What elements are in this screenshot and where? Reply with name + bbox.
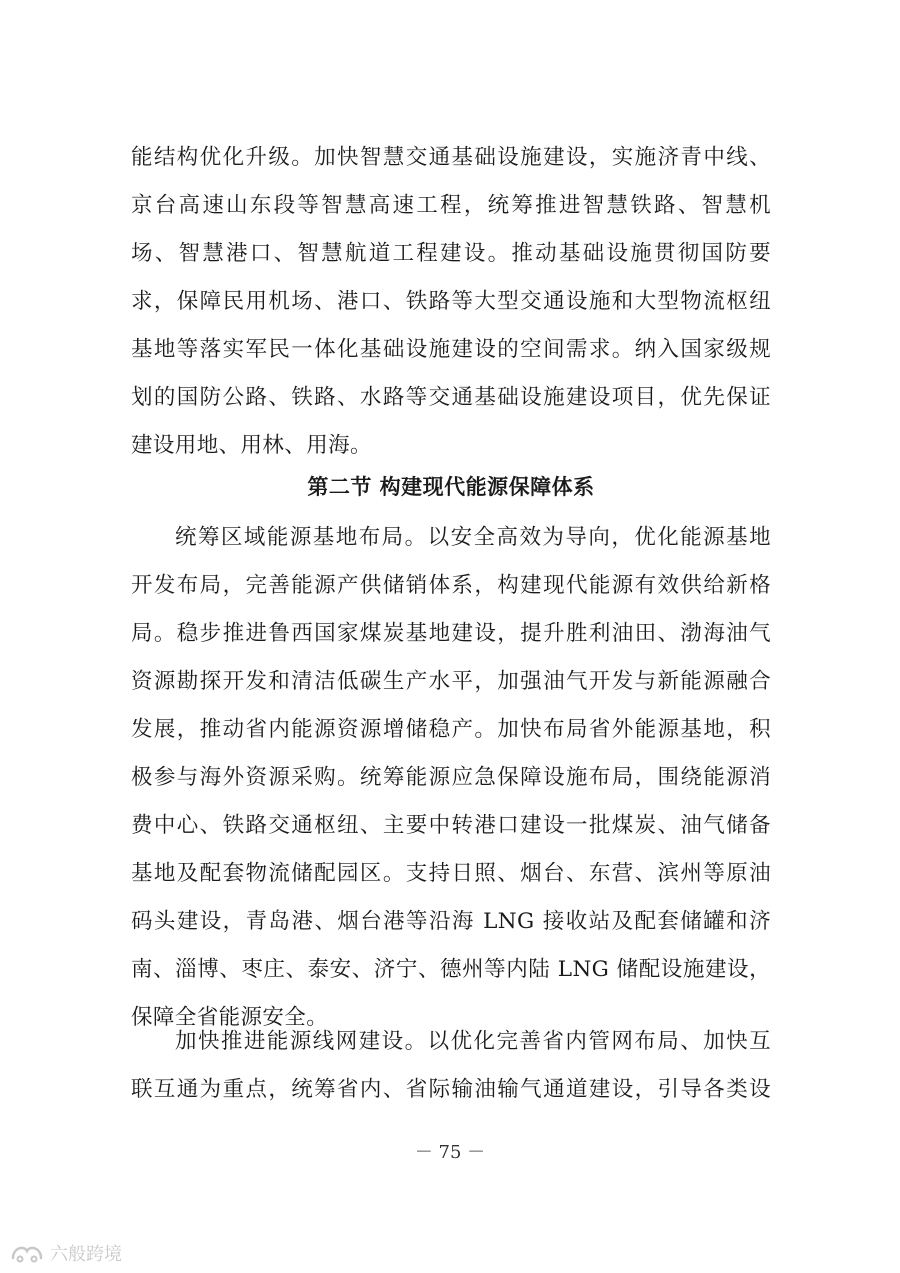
text-line: 南、淄博、枣庄、泰安、济宁、德州等内陆 LNG 储配设施建设， [131, 957, 771, 982]
text-line: 能结构优化升级。加快智慧交通基础设施建设，实施济青中线、 [131, 145, 771, 170]
text-line: 联互通为重点，统筹省内、省际输油输气通道建设，引导各类设 [131, 1077, 771, 1102]
logo-icon [10, 1242, 44, 1264]
watermark [10, 1240, 122, 1266]
text-line: 开发布局，完善能源产供储销体系，构建现代能源有效供给新格 [131, 573, 771, 598]
text-line: 统筹区域能源基地布局。以安全高效为导向，优化能源基地 [175, 525, 771, 550]
text-line: 局。稳步推进鲁西国家煤炭基地建设，提升胜利油田、渤海油气 [131, 621, 771, 646]
page-number: － 75 － [414, 1142, 486, 1163]
text-line: 京台高速山东段等智慧高速工程，统筹推进智慧铁路、智慧机 [131, 193, 771, 218]
text-line: 基地等落实军民一体化基础设施建设的空间需求。纳入国家级规 [131, 337, 771, 362]
text-line: 费中心、铁路交通枢纽、主要中转港口建设一批煤炭、油气储备 [131, 813, 771, 838]
text-line: 划的国防公路、铁路、水路等交通基础设施建设项目，优先保证 [131, 385, 771, 410]
paragraph-energy-base [131, 514, 771, 1042]
text-line: 建设用地、用林、用海。 [131, 433, 372, 458]
text-line: 极参与海外资源采购。统筹能源应急保障设施布局，围绕能源消 [131, 765, 771, 790]
text-line: 资源勘探开发和清洁低碳生产水平，加强油气开发与新能源融合 [131, 669, 771, 694]
text-line: 求，保障民用机场、港口、铁路等大型交通设施和大型物流枢纽 [131, 289, 771, 314]
text-line: 场、智慧港口、智慧航道工程建设。推动基础设施贯彻国防要 [131, 241, 771, 266]
text-line: 码头建设，青岛港、烟台港等沿海 LNG 接收站及配套储罐和济 [131, 909, 771, 934]
text-line: 保障全省能源安全。 [131, 1005, 329, 1030]
text-line: 加快推进能源线网建设。以优化完善省内管网布局、加快互 [175, 1029, 771, 1054]
section-heading: 第二节 构建现代能源保障体系 [307, 475, 595, 499]
paragraph-energy-network [131, 1018, 771, 1114]
watermark-text: 六般跨境 [50, 1244, 122, 1265]
text-line: 基地及配套物流储配园区。支持日照、烟台、东营、滨州等原油 [131, 861, 771, 886]
paragraph-continuation [131, 134, 771, 470]
text-line: 发展，推动省内能源资源增储稳产。加快布局省外能源基地，积 [131, 717, 771, 742]
